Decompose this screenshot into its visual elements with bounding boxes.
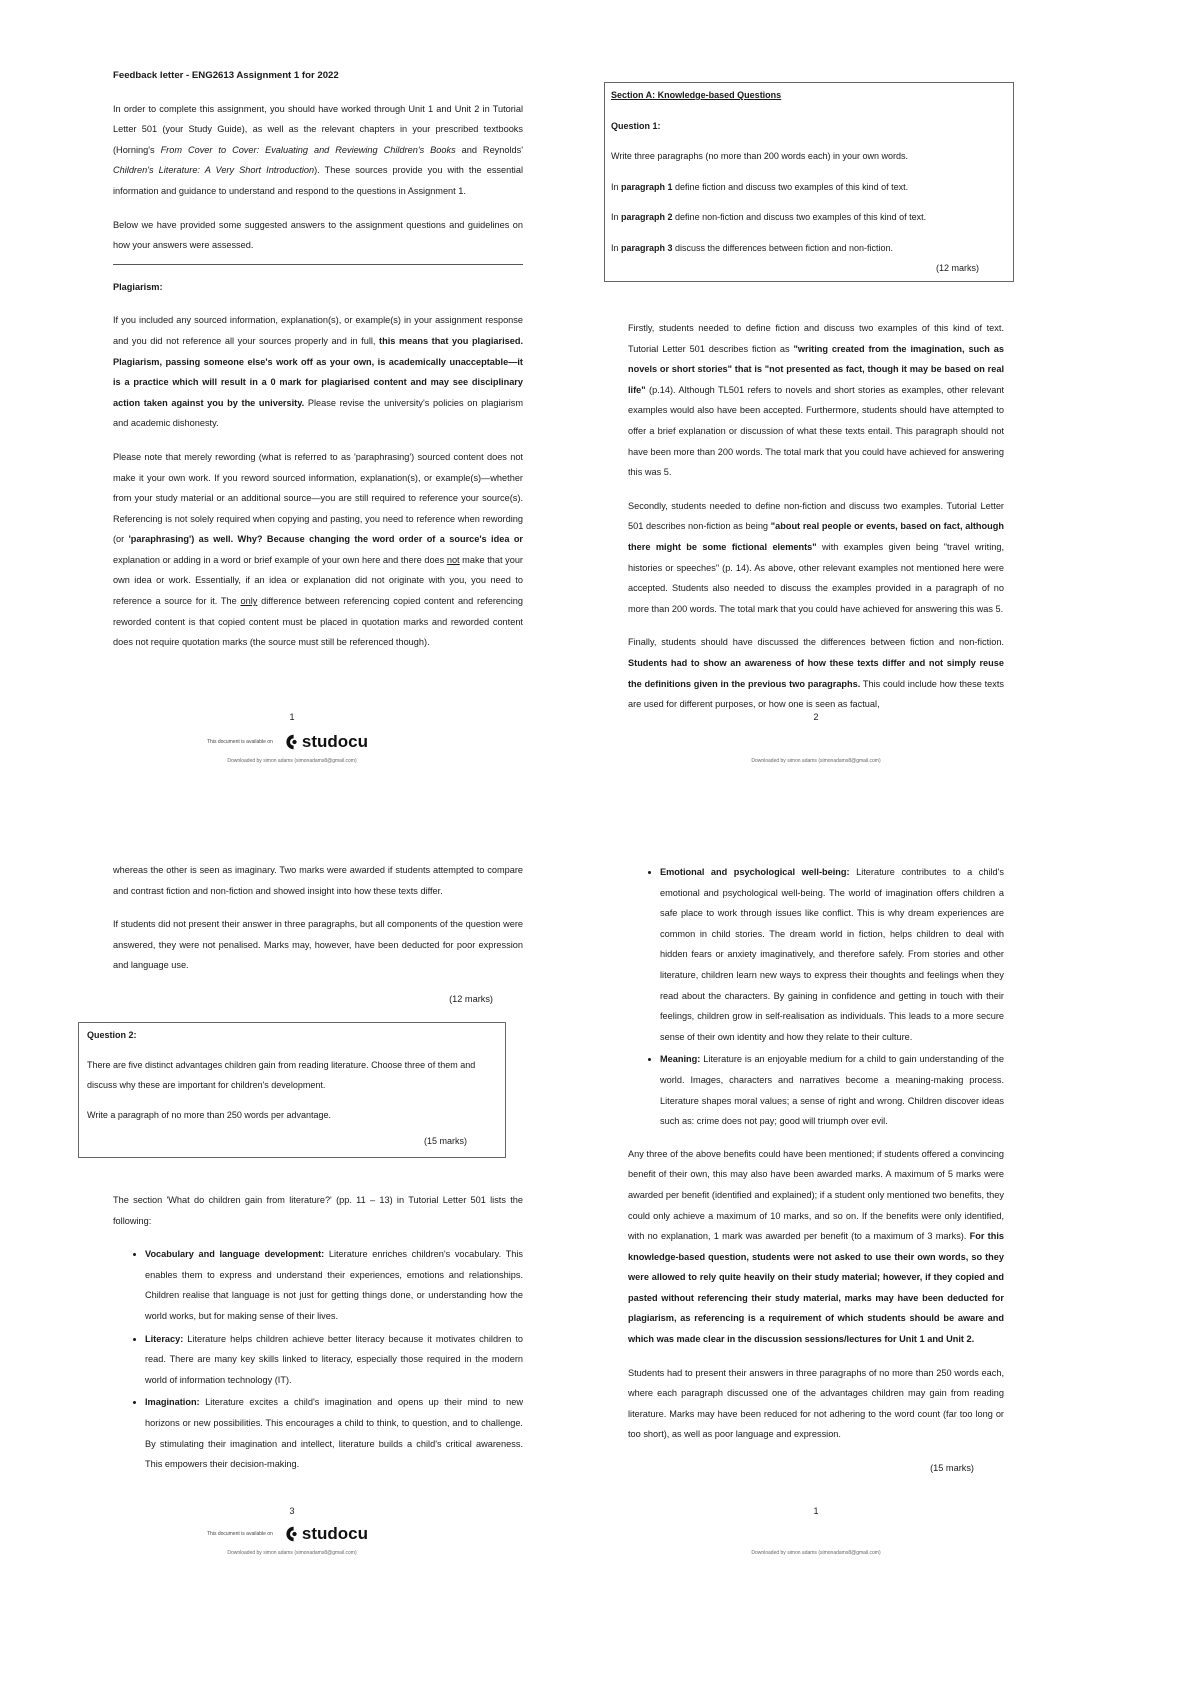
question-1-box [604, 82, 1014, 282]
question-2-marks: (15 marks) [930, 1463, 974, 1474]
plag2-text-d: make that your own idea or work. Essentially, if an idea or explanation did not originate with you, you need to reference a source for it. The [113, 554, 523, 607]
plag2-text-c: explanation or adding in a word or brief example of your own here and there does [113, 554, 447, 565]
plagiarism-heading: Plagiarism: [113, 281, 163, 292]
list-item [660, 1049, 1004, 1131]
q1p2-bold: paragraph 2 [621, 212, 673, 222]
question-1-marks: (12 marks) [935, 263, 979, 273]
studocu-logo [281, 1524, 368, 1544]
page-4-body [628, 862, 1004, 1492]
available-on-text: This document is available on [207, 1531, 273, 1537]
downloaded-by-text: Downloaded by simon adams (simonadams8@gmail.com) [751, 758, 881, 764]
plag2-text-bold: 'paraphrasing') as well. Why? Because changing the word order of a source's idea or [128, 534, 524, 545]
plag-text-c: Please revise the university's policies on plagiarism and academic dishonesty. [113, 397, 523, 429]
studocu-banner[interactable] [207, 1524, 368, 1544]
q1p3-pre: In [611, 242, 622, 253]
ans2-a: Secondly, students needed to define non-fiction and discuss two examples. Tutorial Letter 501 describes non-fiction as being [628, 500, 1004, 532]
question-1-paragraph-2 [611, 207, 1007, 228]
document-page-4 [600, 850, 1200, 1700]
q1p1-bold: paragraph 1 [621, 181, 673, 192]
ans3-bold: Students had to show an awareness of how these texts differ and not simply reuse the definitions given in the previous two paragraphs. [628, 657, 1004, 689]
underlined-not: not [446, 554, 460, 565]
marking-paragraph-1 [628, 1144, 1004, 1350]
page-number: 2 [813, 712, 819, 722]
bullet-term: Vocabulary and language development: [145, 1249, 325, 1260]
ans1-bold: "writing created from the imagination, such as novels or short stories" that is "not presented as fact, though it may be based on real life" [628, 343, 1004, 395]
q1p1-post: define fiction and discuss two examples of this kind of text. [672, 181, 909, 192]
document-page-3 [0, 850, 600, 1700]
downloaded-by-text: Downloaded by simon adams (simonadams8@gmail.com) [227, 1550, 357, 1556]
downloaded-by-text: Downloaded by simon adams (simonadams8@gmail.com) [751, 1550, 881, 1556]
q1p3-bold: paragraph 3 [621, 242, 673, 253]
question-1-instruction: Write three paragraphs (no more than 200 words each) in your own words. [611, 151, 908, 161]
bullet-text: Literature is an enjoyable medium for a child to gain understanding of the world. Images, characters and narratives become a meaning-making process. Literature shapes moral values; a sense of right and wrong. Children discover ideas such as: crime does not pay; good will triumph over evil. [660, 1054, 1004, 1127]
ans1-c: (p.14). Although TL501 refers to novels and short stories as examples, other relevant examples would also have been accepted. Furthermore, students should have attempted to offer a brief explanation or discussion of what these texts entail. This paragraph should not have been more than 200 words. The total mark that you could have achieved for answering this was 5. [628, 384, 1004, 478]
question-2-word-limit: Write a paragraph of no more than 250 words per advantage. [87, 1110, 331, 1120]
list-item [145, 1244, 523, 1326]
question-2-text: There are five distinct advantages children gain from reading literature. Choose three of them and discuss why these are important for children's development. [87, 1060, 476, 1090]
ans2-c: with examples given being "travel writing, histories or speeches" (p. 14). As above, other relevant examples not mentioned here were accepted. Students also needed to discuss the examples provided in a paragraph of no more than 200 words. The total mark that you could have achieved for answering this was 5. [628, 541, 1005, 614]
bullet-text: Literature enriches children's vocabulary. This enables them to express and understand their experiences, emotions and relationships. Children realise that language is not just for getting things done, or understanding how the world works, but for making sense of their lives. [145, 1249, 523, 1321]
plagiarism-paragraph-2 [113, 447, 523, 653]
downloaded-by-text: Downloaded by simon adams (simonadams8@gmail.com) [227, 758, 357, 764]
available-on-text: This document is available on [207, 739, 273, 745]
textbook-title-reynolds: Children's Literature: A Very Short Introduction [113, 165, 315, 176]
question-2-marks: (15 marks) [423, 1136, 467, 1146]
marking-text-a: Any three of the above benefits could have been mentioned; if students offered a convincing benefit of their own, this may also have been awarded marks. A maximum of 5 marks were awarded per benefit (identified and explained); if a student only mentioned two benefits, they could only achieve a maximum of 10 marks, and so on. If the benefits were only identified, with no explanation, 1 mark was awarded per benefit (to a maximum of 3 marks). [628, 1148, 1004, 1242]
page-1-body [113, 66, 523, 666]
intro-text-c: and Reynolds' [455, 144, 523, 155]
plag2-text-a: Please note that merely rewording (what is referred to as 'paraphrasing') sourced content does not make it your own work. If you reword sourced information, explanation(s), or example(s)—whether from your study material or an additional source—you are still required to reference your source(s). Referencing is not solely required when copying and pasting, you need to reference when rewording (or [113, 451, 523, 545]
answer-fiction-paragraph [628, 318, 1004, 483]
list-item [660, 862, 1004, 1047]
continuation-paragraph-2: If students did not present their answer in three paragraphs, but all components of the question were answered, they were not penalised. Marks may, however, have been deducted for poor expression and language use. [113, 919, 523, 971]
page-3-body-top [113, 860, 523, 1023]
bullet-text: Literature contributes to a child's emotional and psychological well-being. The world of imagination offers children a safe place to work through issues like conflict. This is why dream experiences are common in child stories. The dream world in fiction, helps children to deal with hidden fears or anxiety imaginatively, and therefore safely. From stories and other literature, children learn new ways to express their thoughts and feelings when they read about the characters. By gaining in confidence and getting in touch with their feelings, children grow in self-realisation as individuals. This leads to a more secure sense of their own identity and how they relate to their culture. [660, 867, 1004, 1042]
answer-nonfiction-paragraph [628, 496, 1004, 620]
list-item [145, 1329, 523, 1391]
studocu-banner[interactable] [207, 732, 368, 752]
studocu-logo [281, 732, 368, 752]
section-divider [113, 264, 523, 265]
marking-paragraph-2: Students had to present their answers in three paragraphs of no more than 250 words each, where each paragraph discussed one of the advantages children may gain from reading literature. Marks may have been reduced for not adhering to the word count (far too long or too short), as well as poor language and expression. [628, 1367, 1004, 1440]
section-a-heading: Section A: Knowledge-based Questions [611, 90, 782, 100]
page-number: 1 [289, 712, 295, 722]
document-title: Feedback letter - ENG2613 Assignment 1 for 2022 [113, 70, 339, 81]
q1p2-pre: In [611, 212, 622, 222]
intro-paragraph-2: Below we have provided some suggested answers to the assignment questions and guidelines on how your answers were assessed. [113, 219, 523, 251]
advantages-list-continued [628, 862, 1004, 1132]
studocu-wordmark: studocu [301, 732, 368, 751]
page-number: 3 [289, 1506, 295, 1516]
page-2-body [628, 318, 1004, 728]
q1p3-post: discuss the differences between fiction and non-fiction. [672, 242, 894, 253]
underlined-only: only [240, 596, 258, 607]
answer-differences-paragraph [628, 632, 1004, 714]
page-3-body-bottom [113, 1190, 523, 1487]
intro-text-a: In order to complete this assignment, you should have worked through Unit 1 and Unit 2 in Tutorial Letter 501 (your Study Guide), as well as the relevant chapters in your prescribed textbooks (Horning's [113, 103, 523, 155]
plag-text-a: If you included any sourced information, explanation(s), or example(s) in your assignment response and you did not reference all your sources properly and in full, [113, 315, 523, 346]
page-number: 1 [813, 1506, 819, 1516]
plag2-text-e: difference between referencing copied content and referencing reworded content is that copied content must be placed in quotation marks and reworded content does not require quotation marks (the source must still be referenced though). [113, 596, 523, 648]
q1p1-pre: In [611, 181, 622, 192]
bullet-term: Literacy: [145, 1333, 184, 1344]
list-intro: The section 'What do children gain from literature?' (pp. 11 – 13) in Tutorial Letter 501 lists the following: [113, 1195, 523, 1226]
studocu-logo-icon [281, 1525, 299, 1543]
document-page-1 [0, 0, 600, 850]
question-2-box [78, 1022, 506, 1158]
ans2-bold: "about real people or events, based on fact, although there might be some fictional elements" [628, 521, 1004, 552]
intro-paragraph-1 [113, 99, 523, 202]
plag-text-bold: this means that you plagiarised. Plagiarism, passing someone else's work off as your own, is academically unacceptable—it is a practice which will result in a 0 mark for plagiarised content and may see disciplinary action taken against you by the university. [113, 335, 524, 408]
intro-text-e: ). These sources provide you with the essential information and guidance to understand and respond to the questions in Assignment 1. [113, 165, 523, 196]
question-1-heading: Question 1: [611, 120, 661, 131]
marking-text-bold: For this knowledge-based question, students were not asked to use their own words, so they were allowed to rely quite heavily on their study material; however, if they copied and pasted without referencing their study material, marks may have been deducted for plagiarism, as referencing is a requirement of which students should be aware and which was made clear in the discussion sessions/lectures for Unit 1 and Unit 2. [628, 1231, 1005, 1345]
continuation-paragraph-1: whereas the other is seen as imaginary. Two marks were awarded if students attempted to compare and contrast fiction and non-fiction and showed insight into how these texts differ. [113, 865, 523, 896]
question-2-heading: Question 2: [87, 1030, 137, 1040]
studocu-logo-icon [281, 733, 299, 751]
document-page-2 [600, 0, 1200, 850]
studocu-wordmark: studocu [301, 1524, 368, 1543]
ans3-c: This could include how these texts are used for different purposes, or how one is seen as factual, [628, 678, 1004, 710]
list-item [145, 1392, 523, 1474]
textbook-title-horning: From Cover to Cover: Evaluating and Reviewing Children's Books [160, 144, 456, 155]
ans1-a: Firstly, students needed to define fiction and discuss two examples of this kind of text. Tutorial Letter 501 describes fiction as [628, 323, 1004, 354]
plagiarism-paragraph-1 [113, 310, 523, 434]
question-1-paragraph-3 [611, 238, 1007, 259]
bullet-text: Literature excites a child's imagination and opens up their mind to new horizons or new possibilities. This encourages a child to think, to question, and to challenge. By stimulating their imagination and intellect, literature builds a child's critical awareness. This empowers their decision-making. [145, 1397, 523, 1470]
q1p2-post: define non-fiction and discuss two examples of this kind of text. [672, 212, 927, 222]
bullet-text: Literature helps children achieve better literacy because it motivates children to read. There are many key skills linked to literacy, especially those required in the modern world of information technology (IT). [145, 1333, 523, 1385]
ans3-a: Finally, students should have discussed the differences between fiction and non-fiction. [628, 637, 1004, 648]
question-1-marks: (12 marks) [449, 993, 493, 1004]
bullet-term: Meaning: [660, 1054, 701, 1065]
bullet-term: Emotional and psychological well-being: [660, 867, 850, 877]
question-1-paragraph-1 [611, 177, 1007, 198]
bullet-term: Imagination: [145, 1397, 200, 1408]
advantages-list [113, 1244, 523, 1475]
